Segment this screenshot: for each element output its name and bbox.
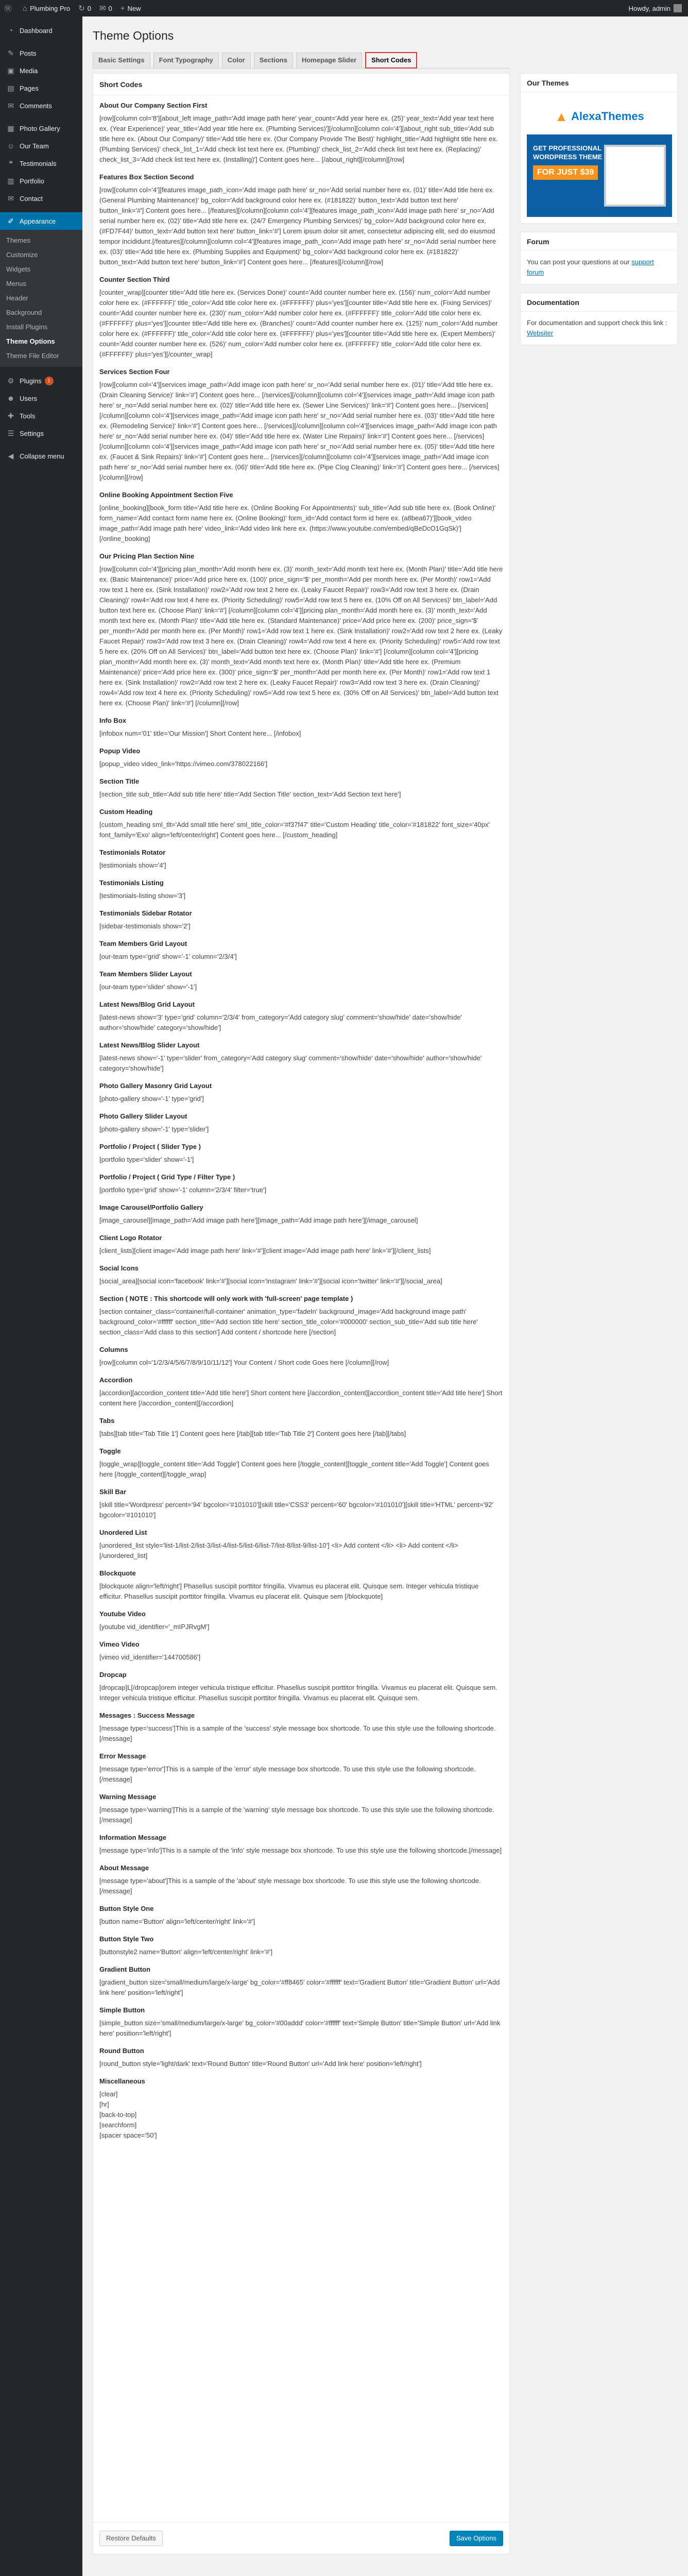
- sidebar-item-posts[interactable]: ✎ Posts: [0, 44, 82, 62]
- shortcode-section: [99, 1488, 503, 1520]
- shortcode-section: [99, 717, 503, 739]
- shortcode-title: Information Message: [99, 1834, 167, 1841]
- shortcode-section: [99, 1234, 503, 1256]
- home-icon: ⌂: [23, 4, 28, 13]
- shortcode-code[interactable]: [testimonials-listing show='3']: [99, 892, 186, 900]
- shortcode-title: Blockquote: [99, 1569, 136, 1577]
- shortcode-title: Unordered List: [99, 1529, 147, 1536]
- shortcode-section: [99, 1173, 503, 1195]
- shortcode-section: [99, 276, 503, 360]
- shortcode-section: [99, 1264, 503, 1286]
- shortcode-title: Info Box: [99, 717, 126, 724]
- my-account-menu[interactable]: Howdy, admin: [623, 0, 688, 16]
- shortcode-title: Testimonials Sidebar Rotator: [99, 909, 192, 917]
- shortcode-code[interactable]: [portfolio type='grid' show='-1' column='2/3/4' filter='true']: [99, 1186, 267, 1194]
- shortcode-code[interactable]: [skill title='Wordpress' percent='94' bgcolor='#101010'][skill title='CSS3' percent='60' bgcolor='#101010'][skill title='HTML' percent='92' bgcolor='#101010']: [99, 1501, 494, 1519]
- shortcode-section: [99, 2077, 503, 2141]
- submenu-customize[interactable]: Customize: [6, 251, 38, 259]
- submenu-theme-options[interactable]: Theme Options: [6, 337, 55, 345]
- tab-color[interactable]: Color: [222, 53, 251, 68]
- sidebar-item-settings[interactable]: ☰ Settings: [0, 425, 82, 442]
- shortcode-section: [99, 491, 503, 544]
- shortcode-code[interactable]: [section_title sub_title='Add sub title here' title='Add Section Title' section_text='Add Section text here']: [99, 790, 401, 798]
- shortcode-code[interactable]: [message type='error']This is a sample of the 'error' style message box shortcode. To use this style use the following shortcode.[/message]: [99, 1765, 476, 1783]
- shortcode-title: About Our Company Section First: [99, 101, 208, 109]
- widget-title: Our Themes: [521, 74, 677, 92]
- sidebar-item-comments[interactable]: ✉ Comments: [0, 97, 82, 114]
- submenu-background[interactable]: Background: [6, 309, 42, 316]
- update-count-badge: 1: [45, 377, 54, 385]
- shortcode-code[interactable]: [latest-news show='-1' type='slider' from_category='Add category slug' comment='show/hide' date='show/hide' author='show/hide' category='show/hide']: [99, 1054, 482, 1072]
- side-column: [520, 73, 678, 353]
- shortcode-title: Accordion: [99, 1376, 133, 1384]
- shortcode-section: [99, 747, 503, 769]
- brush-icon: ✐: [8, 216, 14, 225]
- plugin-icon: ⚙: [7, 376, 14, 385]
- shortcode-code[interactable]: [button name='Button' align='left/center/right' link='#']: [99, 1918, 255, 1925]
- avatar: [674, 4, 682, 12]
- team-icon: ☺: [7, 142, 15, 150]
- shortcode-code[interactable]: [message type='info']This is a sample of the 'info' style message box shortcode. To use this style use the following shortcode.[/message]: [99, 1846, 502, 1854]
- tab-short-codes[interactable]: Short Codes: [365, 52, 417, 69]
- shortcode-code[interactable]: [accordion][accordion_content title='Add title here'] Short content here [/accordion_content][accordion_content title='Add title here'] Short content here [/accordion_content][/accordion]: [99, 1389, 503, 1407]
- save-options-button[interactable]: Save Options: [450, 2531, 503, 2546]
- submenu-header[interactable]: Header: [6, 294, 28, 302]
- shortcode-section: [99, 1447, 503, 1480]
- shortcode-title: Button Style Two: [99, 1935, 154, 1943]
- shortcode-code[interactable]: [section container_class='container/full-container' animation_type='fadeIn' background_image='Add background image path' background_color='#ffffff' section_title='Add section title here' section_title_color='#000000' section_sub_title='Add sub title here' section_class='Add class to this section'] Add content / shortcode here [/section]: [99, 1308, 478, 1336]
- settings-icon: ☰: [7, 429, 14, 437]
- shortcode-title: Warning Message: [99, 1793, 157, 1801]
- sidebar-item-plugins[interactable]: ⚙ Plugins 1: [0, 372, 82, 389]
- portfolio-icon: ▥: [7, 176, 14, 185]
- shortcode-code[interactable]: [message type='warning']This is a sample of the 'warning' style message box shortcode. To use this style use the following shortcode.[/message]: [99, 1806, 494, 1824]
- shortcode-code[interactable]: [toggle_wrap][toggle_content title='Add Toggle'] Content goes here [/toggle_content][toggle_content title='Add Toggle'] Content goes here [/toggle_content][/toggle_wrap]: [99, 1460, 489, 1478]
- submenu-themes[interactable]: Themes: [6, 236, 30, 244]
- shortcode-section: [99, 1905, 503, 1927]
- shortcode-title: Popup Video: [99, 747, 141, 755]
- panel-title: Short Codes: [99, 80, 143, 89]
- sidebar-item-contact[interactable]: ✉ Contact: [0, 190, 82, 207]
- shortcode-section: [99, 1041, 503, 1074]
- shortcode-title: Vimeo Video: [99, 1640, 140, 1648]
- shortcode-code[interactable]: [testimonials show='4']: [99, 861, 166, 869]
- shortcode-section: [99, 1640, 503, 1663]
- plus-icon: +: [120, 4, 125, 13]
- shortcode-code[interactable]: [popup_video video_link='https://vimeo.com/378022166']: [99, 760, 268, 768]
- wp-logo-menu[interactable]: [0, 0, 19, 16]
- shortcode-title: Social Icons: [99, 1264, 139, 1272]
- shortcode-section: [99, 1711, 503, 1744]
- shortcode-code[interactable]: [simple_button size='small/medium/large/x-large' bg_color='#00addd' color='#ffffff' text='Simple Button' title='Simple Button' url='Add link here' position='left/right']: [99, 2019, 501, 2037]
- shortcode-code[interactable]: [counter_wrap][counter title='Add title here ex. (Services Done)' count='Add counter number here ex. (156)' num_color='Add number color here ex. (#FFFFFF)' title_color='Add title color here ex. (#FFFFFF)' plus='yes'][counter title='Add title here ex. (Fixing Services)' count='Add counter number here ex. (230)' num_color='Add number color here ex. (#FFFFFF)' title_color='Add title color here ex. (#FFFFFF)' plus='yes'][counter title='Add title here ex. (Branches)' count='Add counter number here ex. (125)' num_color='Add number color here ex. (#FFFFFF)' title_color='Add title color here ex. (#FFFFFF)' plus='yes'][counter title='Add title here ex. (Expert Members)' count='Add counter number here ex. (526)' num_color='Add number color here ex. (#FFFFFF)' title_color='Add title color here ex. (#FFFFFF)' plus='yes'][/counter_wrap]: [99, 289, 498, 358]
- shortcode-section: [99, 1793, 503, 1825]
- shortcode-section: [99, 552, 503, 708]
- shortcode-section: [99, 1529, 503, 1561]
- sidebar-item-testimonials[interactable]: ❝ Testimonials: [0, 155, 82, 172]
- sidebar-item-pages[interactable]: ▤ Pages: [0, 79, 82, 97]
- shortcode-title: Our Pricing Plan Section Nine: [99, 552, 195, 560]
- documentation-link[interactable]: Websiter: [527, 329, 554, 337]
- shortcode-title: Dropcap: [99, 1671, 127, 1679]
- shortcode-section: [99, 940, 503, 962]
- shortcode-code[interactable]: [vimeo vid_identifier='144700586']: [99, 1653, 201, 1661]
- shortcode-title: Team Members Grid Layout: [99, 940, 187, 947]
- sidebar-item-photo-gallery[interactable]: ▦ Photo Gallery: [0, 120, 82, 137]
- documentation-widget: Documentation For documentation and support check this link : Websiter: [520, 293, 678, 345]
- theme-preview-image: [604, 145, 666, 207]
- shortcode-title: Photo Gallery Slider Layout: [99, 1112, 187, 1120]
- wrench-icon: ✚: [8, 411, 14, 420]
- sidebar-item-portfolio[interactable]: ▥ Portfolio: [0, 172, 82, 190]
- submenu-widgets[interactable]: Widgets: [6, 265, 30, 273]
- sidebar-item-media[interactable]: ▣ Media: [0, 62, 82, 79]
- shortcode-section: [99, 101, 503, 165]
- shortcode-section: [99, 1204, 503, 1226]
- shortcode-code[interactable]: [our-team type='slider' show='-1']: [99, 983, 197, 991]
- shortcode-code[interactable]: [row][column col='4'][pricing plan_month='Add month here ex. (3)' month_text='Add month text here ex. (Month Plan)' title='Add title here ex. (Basic Maintenance)' price='Add price here ex. (100)' price_sign='$' per_month='Add per month here ex. (Per Month)' row1='Add row text 1 here ex. (Sink Installation)' row2='Add row text 2 here ex. (Leaky Faucet Repair)' row3='Add row text 3 here ex. (Drain Cleaning)' row4='Add row text 4 here ex. (Priority Scheduling)' row5='Add row text 5 here ex. (10% Off on All Services)' btn_label='Add button text here ex. (Choose Plan)' link='#'] [/column][column col='4'][pricing plan_month='Add month here ex. (3)' month_text='Add month text here ex. (Month Plan)' title='Add title here ex. (Standard Maintenance)' price='Add price here ex. (200)' price_sign='$' per_month='Add per month here ex. (Per Month)' row1='Add row text 1 here ex. (Sink Installation)' row2='Add row text 2 here ex. (Leaky Faucet Repair)' row3='Add row text 3 here ex. (Drain Cleaning)' row4='Add row text 4 here ex. (Priority Scheduling)' row5='Add row text 5 here ex. (20% Off on All Services)' btn_label='Add button text here ex. (Choose Plan)' link='#'] [/column][column col='4'][pricing plan_month='Add month here ex. (3)' month_text='Add month text here ex. (Month Plan)' title='Add title here ex. (Premium Maintenance)' price='Add price here ex. (300)' price_sign='$' per_month='Add per month here ex. (Per Month)' row1='Add row text 1 here ex. (Sink Installation)' row2='Add row text 2 here ex. (Leaky Faucet Repair)' row3='Add row text 3 here ex. (Drain Cleaning)' row4='Add row text 4 here ex. (Priority Scheduling)' row5='Add row text 5 here ex. (30% Off on All Services)' btn_label='Add button text here ex. (Choose Plan)' link='#'] [/column][/row]: [99, 565, 503, 707]
- shortcode-code[interactable]: [blockquote align='left/right'] Phasellus suscipit porttitor fringilla. Vivamus eu placerat elit. Quisque sem. Integer vehicula tristique efficitur. Phasellus suscipit porttitor fringilla. Vivamus eu placerat elit. Quisque sem [/blockquote]: [99, 1582, 479, 1600]
- shortcode-section: [99, 2047, 503, 2069]
- shortcode-code[interactable]: [row][column col='4'][features image_path_icon='Add image path here' sr_no='Add serial number here ex. (01)' title='Add title here ex. (General Plumbing Maintenance)' bg_color='Add background color here ex. (#181822)' button_text='Add button text here' button_link='#'] Content goes here... [/features][/column][column col='4'][features image_path_icon='Add image path here' sr_no='Add serial number here ex. (02)' title='Add title here ex. (24/7 Emergency Plumbing Services)' bg_color='Add background color here ex. (#FD7F44)' button_text='Add button text here' button_link='#'] Lorem ipsum dolor sit amet, consectetur adipiscing elit, sed do eiusmod tempor incididunt.[/features][/column][column col='4'][features image_path_icon='Add image path here' sr_no='Add serial number here ex. (03)' title='Add title here ex. (Plumbing Supplies and Equipment)' bg_color='Add background color here ex. (#181822)' button_text='Add button text here' button_link='#'] Content goes here... [/features][/column][/row]: [99, 186, 496, 266]
- shortcode-title: Round Button: [99, 2047, 144, 2055]
- shortcode-code[interactable]: [latest-news show='3' type='grid' column='2/3/4' from_category='Add category slug' comment='show/hide' date='show/hide' author='show/hide' category='show/hide']: [99, 1013, 462, 1031]
- shortcode-title: Image Carousel/Portfolio Gallery: [99, 1204, 203, 1211]
- appearance-submenu: [0, 230, 82, 367]
- shortcode-list: [93, 95, 509, 2141]
- site-name-link[interactable]: ⌂ Plumbing Pro: [23, 4, 71, 13]
- shortcode-code[interactable]: [clear] [hr] [back-to-top] [searchform] [spacer space='50']: [99, 2090, 157, 2139]
- sidebar-item-collapse-menu[interactable]: ◀ Collapse menu: [0, 447, 82, 465]
- shortcode-title: Columns: [99, 1346, 128, 1353]
- shortcode-title: Services Section Four: [99, 368, 170, 376]
- shortcode-title: Skill Bar: [99, 1488, 127, 1496]
- shortcode-section: [99, 1864, 503, 1896]
- shortcode-title: Portfolio / Project ( Slider Type ): [99, 1143, 201, 1150]
- options-tabs: [93, 50, 510, 69]
- shortcode-code[interactable]: [youtube vid_identifier='_mIPJRvgM']: [99, 1623, 210, 1631]
- shortcode-section: [99, 1671, 503, 1703]
- shortcode-section: [99, 849, 503, 871]
- main-content: [93, 16, 678, 2542]
- shortcode-title: Photo Gallery Masonry Grid Layout: [99, 1082, 212, 1090]
- shortcode-code[interactable]: [round_button style='light/dark' text='Round Button' title='Round Button' url='Add link here' position='left/right']: [99, 2060, 422, 2067]
- shortcode-title: About Message: [99, 1864, 149, 1872]
- gauge-icon: ◔: [8, 26, 13, 35]
- submenu-menus[interactable]: Menus: [6, 280, 27, 287]
- restore-defaults-button[interactable]: Restore Defaults: [99, 2531, 163, 2546]
- shortcode-code[interactable]: [dropcap]L[/dropcap]orem integer vehicula tristique efficitur. Phasellus suscipit porttitor fringilla. Vivamus eu placerat elit. Quisque sem. Integer vehicula tristique efficitur. Phasellus suscipit porttitor fringilla. Vivamus eu placerat elit. Quisque sem.: [99, 1684, 497, 1702]
- tab-font-typography[interactable]: Font Typography: [153, 53, 219, 68]
- shortcode-section: [99, 1752, 503, 1785]
- quote-icon: ❝: [9, 159, 13, 167]
- shortcode-code[interactable]: [custom_heading sml_tlt='Add small title here' sml_title_color='#f37f47' title='Custom Heading' title_color='#181822' font_size='40px' font_family='Exo' align='left/center/right'] Content goes here... [/custom_heading]: [99, 821, 490, 839]
- shortcode-title: Features Box Section Second: [99, 173, 194, 181]
- admin-sidebar: [0, 16, 82, 2576]
- shortcode-title: Custom Heading: [99, 808, 153, 816]
- sidebar-item-dashboard[interactable]: ◔ Dashboard: [0, 22, 82, 39]
- shortcode-section: [99, 909, 503, 931]
- shortcode-title: Client Logo Rotator: [99, 1234, 162, 1242]
- shortcode-title: Tabs: [99, 1417, 115, 1425]
- shortcode-section: [99, 1417, 503, 1439]
- shortcode-code[interactable]: [image_carousel][image_path='Add image path here'][image_path='Add image path here'][/image_carousel]: [99, 1216, 418, 1224]
- alexa-logo-icon: ▲: [555, 109, 568, 124]
- shortcode-code[interactable]: [social_area][social icon='facebook' link='#'][social icon='instagram' link='#'][social icon='twitter' link='#'][/social_area]: [99, 1277, 442, 1285]
- forum-widget: Forum You can post your questions at our support forum: [520, 232, 678, 284]
- shortcode-code[interactable]: [message type='success']This is a sample of the 'success' style message box shortcode. To use this style use the following shortcode.[/message]: [99, 1724, 496, 1742]
- media-icon: ▣: [7, 66, 14, 75]
- shortcode-code[interactable]: [portfolio type='slider' show='-1']: [99, 1156, 194, 1163]
- tab-sections[interactable]: Sections: [254, 53, 293, 68]
- shortcode-title: Section ( NOTE : This shortcode will only work with 'full-screen' page template ): [99, 1295, 353, 1302]
- submenu-theme-file-editor[interactable]: Theme File Editor: [6, 352, 59, 360]
- sidebar-item-appearance[interactable]: ✐ Appearance: [0, 212, 82, 230]
- shortcode-title: Online Booking Appointment Section Five: [99, 491, 233, 499]
- shortcode-code[interactable]: [photo-gallery show='-1' type='grid']: [99, 1095, 204, 1103]
- shortcode-section: [99, 1001, 503, 1033]
- shortcode-section: [99, 1610, 503, 1632]
- page-icon: ▤: [7, 83, 14, 92]
- comment-icon: ✉: [99, 4, 106, 13]
- shortcode-section: [99, 2006, 503, 2039]
- mail-icon: ✉: [8, 194, 14, 202]
- shortcode-title: Latest News/Blog Grid Layout: [99, 1001, 195, 1008]
- collapse-icon: ◀: [8, 451, 14, 460]
- user-icon: ☻: [7, 394, 15, 402]
- shortcode-section: [99, 1569, 503, 1602]
- shortcode-title: Counter Section Third: [99, 276, 170, 283]
- shortcode-code[interactable]: [infobox num='01' title='Our Mission'] Short Content here... [/infobox]: [99, 730, 301, 737]
- shortcode-title: Miscellaneous: [99, 2077, 145, 2085]
- shortcode-title: Team Members Slider Layout: [99, 970, 192, 978]
- shortcode-code[interactable]: [row][column col='1/2/3/4/5/6/7/8/9/10/11/12'] Your Content / Short code Goes here [/column][/row]: [99, 1359, 389, 1366]
- shortcode-code[interactable]: [our-team type='grid' show='-1' column='2/3/4']: [99, 953, 237, 960]
- new-content-menu[interactable]: + New: [120, 4, 141, 13]
- tab-basic-settings[interactable]: Basic Settings: [93, 53, 150, 68]
- shortcode-section: [99, 970, 503, 992]
- page-title: Theme Options: [93, 29, 174, 42]
- shortcode-code[interactable]: [photo-gallery show='-1' type='slider']: [99, 1125, 209, 1133]
- shortcode-section: [99, 808, 503, 840]
- shortcode-code[interactable]: [unordered_list style='list-1/list-2/list-3/list-4/list-5/list-6/list-7/list-8/list-9/list-10'] <li> Add content </li> <li> Add content </li> [/unordered_list]: [99, 1541, 458, 1560]
- shortcode-section: [99, 1935, 503, 1957]
- shortcode-section: [99, 1346, 503, 1368]
- widget-title: Documentation: [521, 293, 677, 312]
- shortcode-title: Testimonials Listing: [99, 879, 164, 887]
- widget-title: Forum: [521, 232, 677, 251]
- submenu-install-plugins[interactable]: Install Plugins: [6, 323, 48, 331]
- shortcodes-panel: [93, 73, 510, 2554]
- wordpress-logo-icon: Ⓦ: [4, 4, 12, 13]
- shortcode-section: [99, 173, 503, 267]
- shortcode-code[interactable]: [sidebar-testimonials show='2']: [99, 922, 191, 930]
- shortcode-code[interactable]: [tabs][tab title='Tab Title 1'] Content goes here [/tab][tab title='Tab Title 2'] Content goes here [/tab][/tabs]: [99, 1430, 406, 1437]
- promo-banner[interactable]: ▲ AlexaThemes GET PROFESSIONAL WORDPRESS THEME FOR JUST $39: [527, 98, 672, 217]
- shortcode-code[interactable]: [row][column col='8'][about_left image_path='Add image path here' year_count='Add year here ex. (25)' year_text='Add year text here ex. (Year Experience)' year_title='Add year title here ex. (Plumbing Services)'][/column][column col='4'][about_right sub_title='Add sub title here ex. (About Our Company)' title='Add title here ex. (Our Company Provide The Best)' highlight_title='Add highlight title here ex. (Plumbing Services)' check_list_1='Add check list text here ex. (Plumbing)' check_list_2='Add check list text here ex. (Replacing)' check_list_3='Add check list text here ex. (Installing)'] Content goes here... [/about_right][/column][/row]: [99, 114, 498, 163]
- comments-link[interactable]: ✉ 0: [99, 4, 112, 13]
- pin-icon: ✎: [8, 48, 14, 57]
- shortcode-title: Messages : Success Message: [99, 1711, 195, 1719]
- shortcode-section: [99, 1082, 503, 1104]
- shortcode-section: [99, 1965, 503, 1998]
- shortcode-section: [99, 1112, 503, 1134]
- shortcode-title: Latest News/Blog Slider Layout: [99, 1041, 200, 1049]
- shortcode-code[interactable]: [row][column col='4'][services image_path='Add image icon path here' sr_no='Add serial number here ex. (01)' title='Add title here ex. (Drain Cleaning Service)' link='#'] Content goes here... [/services][/column][column col='4'][services image_path='Add image icon path here' sr_no='Add serial number here ex. (02)' title='Add title here ex. (Sewer Line Services)' link='#'] Content goes here... [/services][/column][column col='4'][services image_path='Add image icon path here' sr_no='Add serial number here ex. (03)' title='Add title here ex. (Remodeling Service)' link='#'] Content goes here... [/services][/column][column col='4'][services image_path='Add image icon path here' sr_no='Add serial number here ex. (04)' title='Add title here ex. (Water Line Repairs)' link='#'] Content goes here... [/services][/column][column col='4'][services image_path='Add image icon path here' sr_no='Add serial number here ex. (05)' title='Add title here ex. (Faucet & Sink Repairs)' link='#'] Content goes here... [/services][/column][column col='4'][services image_path='Add image icon path here' sr_no='Add serial number here ex. (06)' title='Add title here ex. (Pipe Clog Cleaning)' link='#'] Content goes here... [/services][/column][/row]: [99, 381, 500, 481]
- sidebar-item-tools[interactable]: ✚ Tools: [0, 407, 82, 425]
- support-forum-link[interactable]: support forum: [527, 258, 654, 276]
- admin-bar: [0, 0, 688, 16]
- updates-link[interactable]: ↻ 0: [78, 4, 91, 13]
- shortcode-title: Testimonials Rotator: [99, 849, 166, 856]
- shortcode-section: [99, 1376, 503, 1409]
- sidebar-item-our-team[interactable]: ☺ Our Team: [0, 137, 82, 155]
- shortcode-title: Simple Button: [99, 2006, 145, 2014]
- shortcode-code[interactable]: [buttonstyle2 name='Button' align='left/center/right' link='#']: [99, 1948, 273, 1956]
- shortcode-title: Toggle: [99, 1447, 121, 1455]
- shortcode-section: [99, 777, 503, 800]
- gallery-icon: ▦: [7, 124, 14, 132]
- sidebar-item-users[interactable]: ☻ Users: [0, 389, 82, 407]
- shortcode-code[interactable]: [gradient_button size='small/medium/large/x-large' bg_color='#ff8465' color='#ffffff' text='Gradient Button' title='Gradient Button' url='Add link here' position='left/right']: [99, 1978, 500, 1996]
- shortcode-section: [99, 1295, 503, 1337]
- shortcode-code[interactable]: [client_lists][client image='Add image path here' link='#'][client image='Add image path here' link='#'][/client_lists]: [99, 1247, 431, 1255]
- shortcode-title: Error Message: [99, 1752, 146, 1760]
- shortcode-title: Gradient Button: [99, 1965, 150, 1973]
- our-themes-widget: [520, 73, 678, 224]
- refresh-icon: ↻: [78, 4, 85, 13]
- shortcode-section: [99, 368, 503, 483]
- shortcode-title: Portfolio / Project ( Grid Type / Filter Type ): [99, 1173, 235, 1181]
- shortcode-code[interactable]: [message type='about']This is a sample of the 'about' style message box shortcode. To use this style use the following shortcode.[/message]: [99, 1877, 481, 1895]
- shortcode-section: [99, 1143, 503, 1165]
- shortcode-title: Youtube Video: [99, 1610, 146, 1618]
- shortcode-section: [99, 1834, 503, 1856]
- shortcode-title: Button Style One: [99, 1905, 154, 1912]
- shortcode-code[interactable]: [online_booking][book_form title='Add title here ex. (Online Booking For Appointments)' sub_title='Add sub title here ex. (Book Online)' form_name='Add contact form name here ex. (Online Booking)' form_id='Add contact form id here ex. (a8bea67)'][book_video image_path='Add image path here' video_link='Add video link here ex. (https://www.youtube.com/embed/qBeDcO1GqSk)'][/online_booking]: [99, 504, 496, 543]
- shortcode-title: Section Title: [99, 777, 140, 785]
- shortcode-section: [99, 879, 503, 901]
- tab-homepage-slider[interactable]: Homepage Slider: [296, 53, 362, 68]
- comment-icon: ✉: [8, 101, 14, 110]
